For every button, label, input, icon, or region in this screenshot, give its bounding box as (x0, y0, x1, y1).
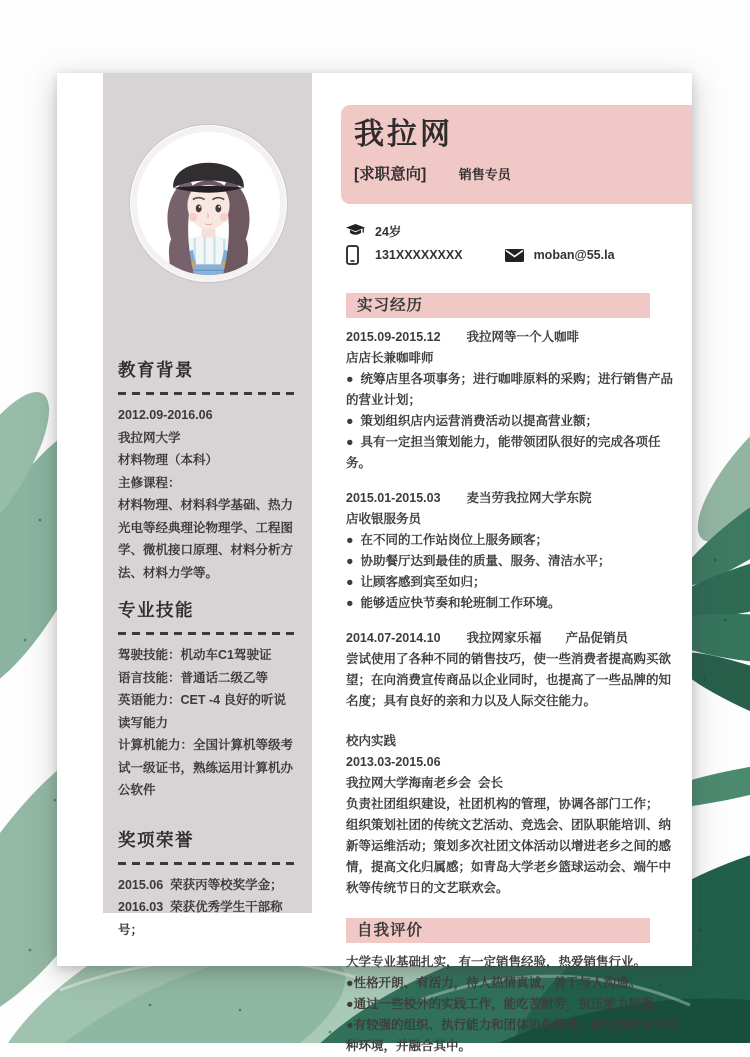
sidebar (103, 73, 312, 937)
job-entry (346, 488, 679, 614)
campus-practice (346, 731, 679, 899)
skills-section (118, 598, 298, 802)
campus-org: 我拉网大学海南老乡会 (346, 776, 472, 790)
job-header (346, 327, 679, 348)
job-header (346, 488, 679, 509)
dashed-divider (118, 632, 298, 635)
job-org: 麦当劳我拉网大学东院 (466, 491, 592, 505)
phone-value: 131XXXXXXXX (375, 248, 463, 262)
contact-info (346, 219, 686, 267)
job-date: 2015.09-2015.12 (346, 330, 441, 344)
award-item: 2016.03 荣获优秀学生干部称号； (118, 900, 283, 937)
job-bullet: ● 让顾客感到宾至如归； (346, 572, 679, 593)
evaluation-bullet: ● 性格开朗、有活力，待人热情真诚，善于与人沟通。 (346, 973, 679, 994)
experience-section-header: 实习经历 (346, 293, 650, 318)
job-bullet: ● 策划组织店内运营消费活动以提高营业额； (346, 411, 679, 432)
age-row (346, 219, 686, 243)
job-org: 我拉网家乐福 (466, 631, 542, 645)
education-school: 我拉网大学 (118, 430, 181, 445)
avatar (130, 125, 287, 282)
job-entry (346, 628, 679, 712)
award-item: 2015.06 荣获丙等校奖学金； (118, 877, 283, 892)
resume-paper (57, 73, 692, 1053)
evaluation-intro: 大学专业基础扎实，有一定销售经验，热爱销售行业。 (346, 955, 647, 969)
education-section (118, 358, 298, 584)
skill-item: 英语能力：CET -4 良好的听说读写能力 (118, 693, 287, 730)
education-date: 2012.09-2016.06 (118, 408, 213, 422)
job-bullet: ● 在不同的工作站岗位上服务顾客； (346, 530, 679, 551)
job-role: 产品促销员 (565, 631, 629, 645)
education-major: 材料物理（本科） (118, 453, 219, 467)
job-role: 店收银服务员 (346, 512, 422, 526)
job-description: 尝试使用了各种不同的销售技巧，使一些消费者提高购买欲望；在向消费宣传商品以企业同时，也提高了一些品牌的知名度；具有良好的亲和力以及人际交往能力。 (346, 652, 672, 708)
avatar-girl-illustration (130, 125, 287, 282)
job-header (346, 628, 679, 649)
awards-section (118, 828, 298, 942)
skill-item: 计算机能力：全国计算机等级考试一级证书，熟练运用计算机办公软件 (118, 738, 294, 797)
job-entry (346, 327, 679, 474)
envelope-icon (505, 249, 525, 262)
campus-org-role (346, 773, 679, 794)
skill-item: 语言技能：普通话二级乙等 (118, 670, 269, 685)
campus-role: 会长 (477, 776, 503, 790)
job-intent-value: 销售专员 (458, 167, 511, 182)
job-intent-label: [求职意向] (354, 166, 427, 183)
experience-section (346, 293, 679, 899)
education-courses: 材料物理、材料科学基础、热力光电等经典理论物理学、工程图学、微机接口原理、材料分析方法、材料力学等。 (118, 498, 294, 580)
self-evaluation-header: 自我评价 (346, 918, 650, 943)
job-bullet: ● 统筹店里各项事务；进行咖啡原料的采购；进行销售产品的营业计划； (346, 369, 679, 411)
job-date: 2015.01-2015.03 (346, 491, 441, 505)
education-title: 教育背景 (118, 360, 194, 380)
job-role: 店店长兼咖啡师 (346, 351, 434, 365)
main-column (346, 293, 679, 1057)
job-org: 我拉网等一个人咖啡 (466, 330, 580, 344)
awards-title: 奖项荣誉 (118, 829, 194, 850)
job-bullet: ● 具有一定担当策划能力，能带领团队很好的完成各项任务。 (346, 432, 679, 474)
skills-title: 专业技能 (118, 600, 194, 620)
campus-paragraph: 组织策划社团的传统文艺活动、竞选会、团队职能培训、纳新等运维活动；策划多次社团文体活动以增进老乡之间的感情，提高文化归属感；如青岛大学老乡篮球运动会、端午中秋等传统节日的文艺联欢会。 (346, 818, 672, 895)
self-evaluation-section (346, 918, 679, 1057)
age-value: 24岁 (375, 225, 402, 239)
campus-heading: 校内实践 (346, 734, 397, 748)
email-value: moban@55.la (533, 248, 615, 262)
job-date: 2014.07-2014.10 (346, 631, 441, 645)
name-title: 我拉网 (354, 118, 453, 151)
campus-paragraph: 负责社团组织建设，社团机构的管理，协调各部门工作； (346, 797, 659, 811)
skill-item: 驾驶技能：机动车C1驾驶证 (118, 648, 272, 662)
job-bullet: ● 能够适应快节奏和轮班制工作环境。 (346, 593, 679, 614)
header-banner (341, 105, 692, 204)
graduation-cap-icon (346, 224, 366, 238)
job-intent (354, 162, 692, 184)
education-courses-label: 主修课程： (118, 475, 181, 490)
dashed-divider (118, 392, 298, 395)
campus-date: 2013.03-2015.06 (346, 755, 441, 769)
evaluation-bullet: ● 有较强的组织、执行能力和团体协作精神，能迅速的适应各种环境，并融合其中。 (346, 1015, 679, 1057)
phone-email-row (346, 243, 686, 267)
smartphone-icon (346, 245, 366, 265)
job-bullet: ● 协助餐厅达到最佳的质量、服务、清洁水平； (346, 551, 679, 572)
dashed-divider (118, 862, 298, 865)
evaluation-bullet: ● 通过一些校外的实践工作，能吃苦耐劳，抗压能力较强。 (346, 994, 679, 1015)
